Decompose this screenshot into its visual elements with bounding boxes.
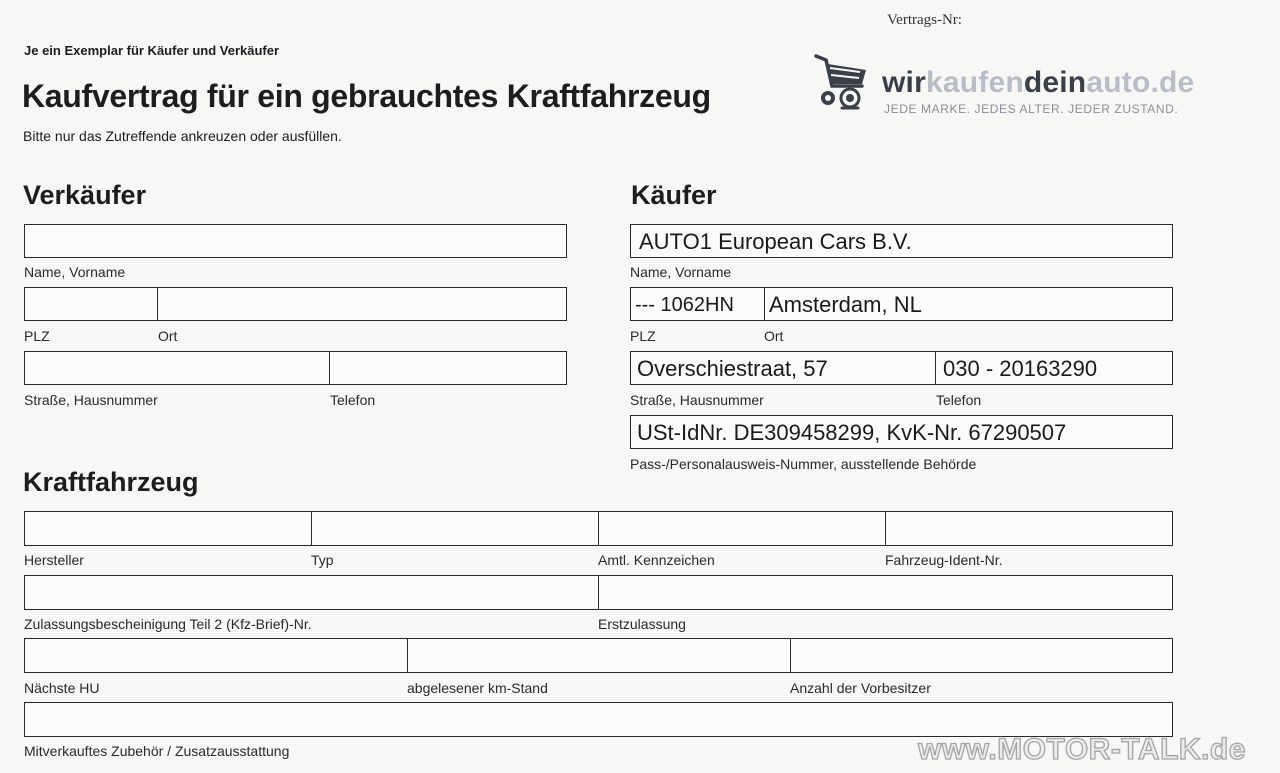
registration-cert-label: Zulassungsbescheinigung Teil 2 (Kfz-Brief)-Nr. [24, 616, 312, 632]
vehicle-row-3-field[interactable] [24, 638, 1173, 673]
seller-street-label: Straße, Hausnummer [24, 392, 158, 408]
watermark: www.MOTOR-TALK.de [918, 733, 1246, 766]
logo-part-2: kaufen [925, 66, 1024, 99]
field-divider [598, 576, 599, 609]
logo-part-1: wir [882, 66, 926, 99]
field-divider [598, 512, 599, 545]
logo-part-4: auto.de [1086, 66, 1195, 99]
logo-tagline: JEDE MARKE. JEDES ALTER. JEDER ZUSTAND. [884, 102, 1179, 116]
seller-phone-label: Telefon [330, 392, 376, 408]
field-divider [935, 352, 936, 384]
seller-heading: Verkäufer [23, 180, 147, 210]
buyer-phone-label: Telefon [936, 392, 982, 408]
page-title: Kaufvertrag für ein gebrauchtes Kraftfahrzeug [22, 78, 711, 114]
manufacturer-label: Hersteller [24, 552, 84, 568]
field-divider [790, 639, 791, 672]
seller-street-phone-field[interactable] [24, 351, 567, 385]
logo-part-3: dein [1023, 66, 1087, 99]
field-divider [407, 639, 408, 672]
field-divider [311, 512, 312, 545]
vin-label: Fahrzeug-Ident-Nr. [885, 552, 1003, 568]
cart-logo-icon [812, 50, 872, 112]
buyer-heading: Käufer [631, 180, 717, 210]
buyer-name-label: Name, Vorname [630, 264, 732, 280]
buyer-plz-value: --- 1062HN [635, 294, 734, 316]
buyer-phone-value: 030 - 20163290 [943, 356, 1098, 381]
buyer-id-field[interactable] [630, 415, 1173, 449]
seller-name-field[interactable] [24, 224, 567, 258]
buyer-street-value: Overschiestraat, 57 [637, 356, 828, 381]
buyer-street-label: Straße, Hausnummer [630, 392, 764, 408]
field-divider [157, 288, 158, 320]
buyer-name-field[interactable] [630, 224, 1173, 258]
seller-plz-ort-field[interactable] [24, 287, 567, 321]
mileage-label: abgelesener km-Stand [407, 680, 548, 696]
buyer-name-value: AUTO1 European Cars B.V. [639, 229, 912, 254]
type-label: Typ [311, 552, 334, 568]
next-inspection-label: Nächste HU [24, 680, 100, 696]
previous-owners-label: Anzahl der Vorbesitzer [790, 680, 931, 696]
field-divider [329, 352, 330, 384]
accessories-label: Mitverkauftes Zubehör / Zusatzausstattung [24, 743, 290, 759]
buyer-plz-ort-field[interactable] [630, 287, 1173, 321]
license-plate-label: Amtl. Kennzeichen [598, 552, 715, 568]
seller-name-label: Name, Vorname [24, 264, 126, 280]
buyer-ort-value: Amsterdam, NL [769, 292, 922, 317]
vehicle-row-2-field[interactable] [24, 575, 1173, 610]
copies-note: Je ein Exemplar für Käufer und Verkäufer [24, 43, 280, 58]
seller-ort-label: Ort [158, 328, 178, 344]
field-divider [764, 288, 765, 320]
buyer-id-value: USt-IdNr. DE309458299, KvK-Nr. 67290507 [637, 420, 1067, 445]
buyer-id-label: Pass-/Personalausweis-Nummer, ausstellende Behörde [630, 456, 977, 472]
seller-plz-label: PLZ [24, 328, 50, 344]
vehicle-row-1-field[interactable] [24, 511, 1173, 546]
buyer-plz-label: PLZ [630, 328, 656, 344]
vehicle-row-4-field[interactable] [24, 702, 1173, 737]
vehicle-heading: Kraftfahrzeug [23, 467, 199, 497]
contract-number-label: Vertrags-Nr: [887, 12, 962, 28]
field-divider [885, 512, 886, 545]
logo-wordmark [882, 66, 1194, 100]
first-registration-label: Erstzulassung [598, 616, 686, 632]
page-subtitle: Bitte nur das Zutreffende ankreuzen oder ausfüllen. [23, 128, 342, 144]
buyer-street-phone-field[interactable] [630, 351, 1173, 385]
buyer-ort-label: Ort [764, 328, 784, 344]
